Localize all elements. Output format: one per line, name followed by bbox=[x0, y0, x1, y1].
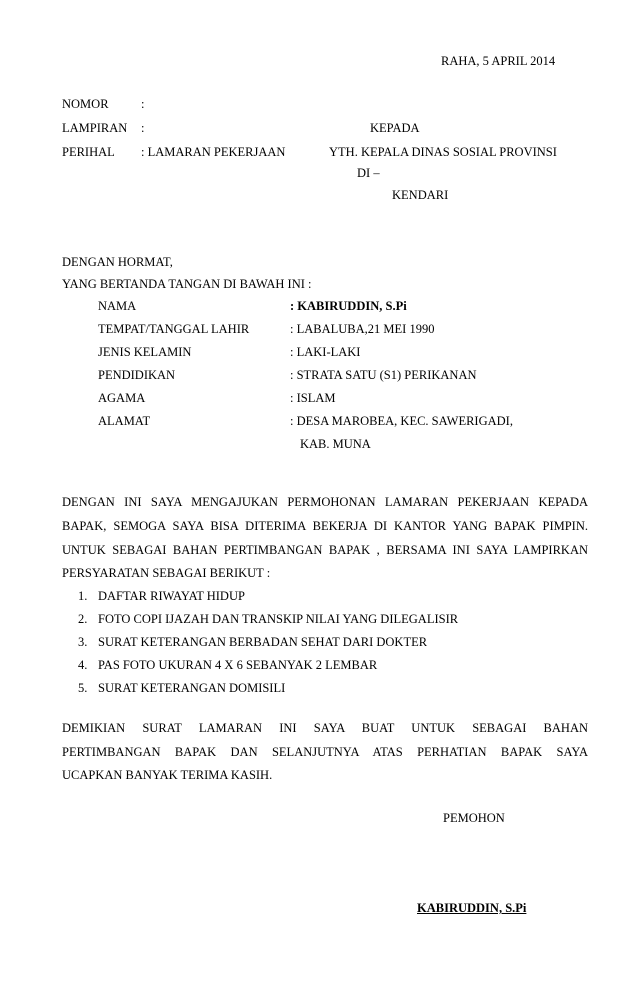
identity-value: : STRATA SATU (S1) PERIKANAN bbox=[290, 368, 477, 382]
identity-label: AGAMA bbox=[98, 391, 146, 405]
recipient-di: DI – bbox=[357, 166, 380, 180]
closing-line: PERTIMBANGAN BAPAK DAN SELANJUTNYA ATAS PERHATIAN BAPAK SAYA bbox=[62, 745, 588, 759]
list-item-number: 3. bbox=[78, 635, 88, 649]
identity-value: : LAKI-LAKI bbox=[290, 345, 361, 359]
perihal-label: PERIHAL bbox=[62, 145, 115, 159]
list-item-number: 2. bbox=[78, 612, 88, 626]
recipient-yth: YTH. KEPALA DINAS SOSIAL PROVINSI bbox=[329, 145, 557, 159]
body-line: BAPAK, SEMOGA SAYA BISA DITERIMA BEKERJA DI KANTOR YANG BAPAK PIMPIN. bbox=[62, 519, 588, 533]
list-item-number: 5. bbox=[78, 681, 88, 695]
place-date: RAHA, 5 APRIL 2014 bbox=[441, 54, 556, 68]
address-continuation: KAB. MUNA bbox=[300, 437, 371, 451]
signature-name: KABIRUDDIN, S.Pi bbox=[417, 901, 527, 915]
body-line: DENGAN INI SAYA MENGAJUKAN PERMOHONAN LAMARAN PEKERJAAN KEPADA bbox=[62, 495, 588, 509]
list-item: FOTO COPI IJAZAH DAN TRANSKIP NILAI YANG DILEGALISIR bbox=[98, 612, 459, 626]
identity-value: : ISLAM bbox=[290, 391, 336, 405]
recipient-kepada: KEPADA bbox=[370, 121, 420, 135]
identity-label: PENDIDIKAN bbox=[98, 368, 176, 382]
identity-label: NAMA bbox=[98, 299, 137, 313]
list-item: SURAT KETERANGAN BERBADAN SEHAT DARI DOKTER bbox=[98, 635, 428, 649]
list-item: DAFTAR RIWAYAT HIDUP bbox=[98, 589, 245, 603]
identity-label: JENIS KELAMIN bbox=[98, 345, 192, 359]
closing-line: DEMIKIAN SURAT LAMARAN INI SAYA BUAT UNTUK SEBAGAI BAHAN bbox=[62, 721, 588, 735]
identity-value: : LABALUBA,21 MEI 1990 bbox=[290, 322, 435, 336]
nomor-value: : bbox=[141, 97, 145, 111]
signature-role: PEMOHON bbox=[443, 811, 505, 825]
list-item: SURAT KETERANGAN DOMISILI bbox=[98, 681, 286, 695]
intro-line: YANG BERTANDA TANGAN DI BAWAH INI : bbox=[62, 277, 312, 291]
nomor-label: NOMOR bbox=[62, 97, 109, 111]
identity-value: : DESA MAROBEA, KEC. SAWERIGADI, bbox=[290, 414, 513, 428]
body-line: PERSYARATAN SEBAGAI BERIKUT : bbox=[62, 566, 271, 580]
lampiran-value: : bbox=[141, 121, 145, 135]
body-line: UNTUK SEBAGAI BAHAN PERTIMBANGAN BAPAK , BERSAMA INI SAYA LAMPIRKAN bbox=[62, 543, 588, 557]
recipient-city: KENDARI bbox=[392, 188, 449, 202]
salutation: DENGAN HORMAT, bbox=[62, 255, 173, 269]
list-item: PAS FOTO UKURAN 4 X 6 SEBANYAK 2 LEMBAR bbox=[98, 658, 378, 672]
closing-line: UCAPKAN BANYAK TERIMA KASIH. bbox=[62, 768, 273, 782]
list-item-number: 4. bbox=[78, 658, 88, 672]
list-item-number: 1. bbox=[78, 589, 88, 603]
lampiran-label: LAMPIRAN bbox=[62, 121, 128, 135]
perihal-value: : LAMARAN PEKERJAAN bbox=[141, 145, 286, 159]
identity-label: ALAMAT bbox=[98, 414, 151, 428]
identity-label: TEMPAT/TANGGAL LAHIR bbox=[98, 322, 250, 336]
identity-value: : KABIRUDDIN, S.Pi bbox=[290, 299, 407, 313]
